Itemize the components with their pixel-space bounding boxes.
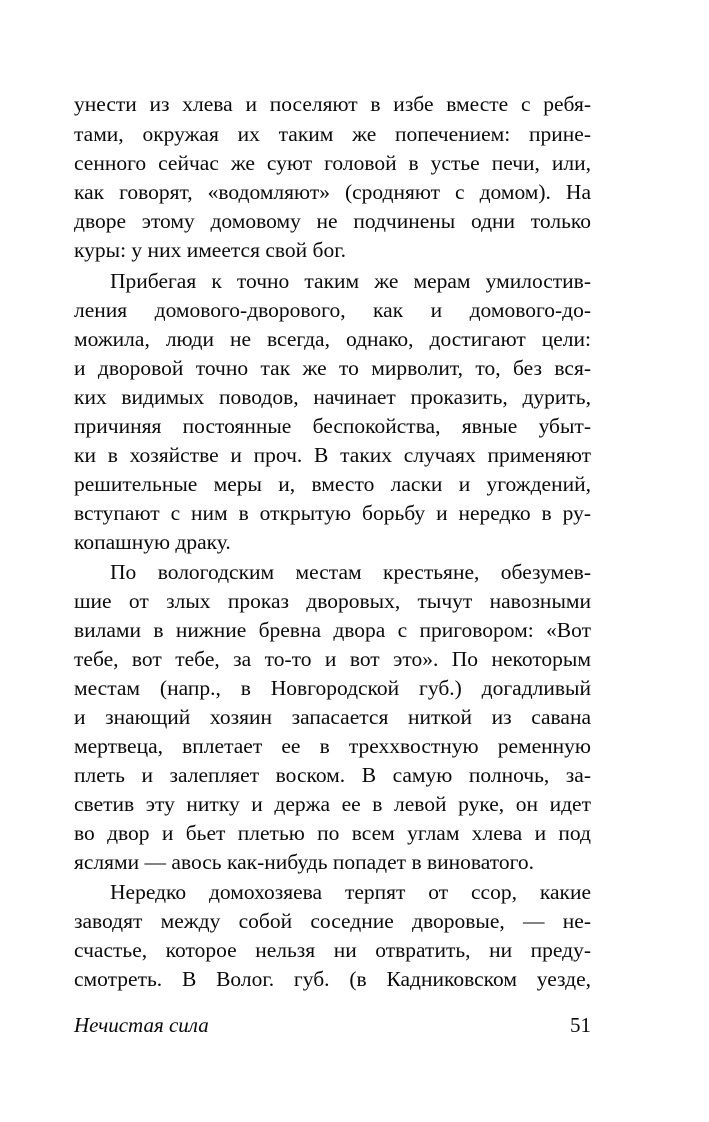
text-line: тебе, вот тебе, за то-то и вот это». По некоторым <box>74 647 591 671</box>
text-line: тами, окружая их таким же попечением: прине- <box>74 122 591 146</box>
page-number: 51 <box>570 1013 591 1037</box>
text-line: унести из хлева и поселяют в избе вместе с ребя- <box>74 92 591 116</box>
text-line: решительные меры и, вместо ласки и угождений, <box>74 472 591 496</box>
text-line: счастье, которое нельзя ни отвратить, ни преду- <box>74 938 591 962</box>
text-line: вступают с ним в открытую борьбу и нередко в ру- <box>74 501 591 525</box>
text-line: светив эту нитку и держа ее в левой руке, он идет <box>74 792 591 816</box>
text-line: можила, люди не всегда, однако, достигают цели: <box>74 327 591 351</box>
text-line: плеть и залепляет воском. В самую полночь, за- <box>74 763 591 787</box>
text-line: и дворовой точно так же то мирволит, то, без вся- <box>74 356 591 380</box>
text-line: куры: у них имеется свой бог. <box>74 238 346 262</box>
text-line: смотреть. В Волог. губ. (в Кадниковском уезде, <box>74 967 591 991</box>
text-line: как говорят, «водомляют» (сродняют с домом). На <box>74 180 591 204</box>
text-line: дворе этому домовому не подчинены одни только <box>74 209 591 233</box>
text-line: заводят между собой соседние дворовые, — не- <box>74 909 591 933</box>
paragraph-start-line: По вологодским местам крестьяне, обезумев- <box>110 560 591 584</box>
running-title: Нечистая сила <box>74 1013 209 1037</box>
text-line: ки в хозяйстве и проч. В таких случаях применяют <box>74 443 591 467</box>
text-line: яслями — авось как-нибудь попадет в виноватого. <box>74 850 535 874</box>
text-line: причиняя постоянные беспокойства, явные убыт- <box>74 414 591 438</box>
text-line: и знающий хозяин запасается ниткой из савана <box>74 705 591 729</box>
text-line: местам (напр., в Новгородской губ.) догадливый <box>74 676 591 700</box>
text-line: вилами в нижние бревна двора с приговором: «Вот <box>74 618 591 642</box>
text-line: сенного сейчас же суют головой в устье печи, или, <box>74 151 591 175</box>
paragraph-start-line: Прибегая к точно таким же мерам умилостив- <box>110 269 591 293</box>
text-line: ких видимых поводов, начинает проказить, дурить, <box>74 385 591 409</box>
text-line: мертвеца, вплетает ее в треххвостную ременную <box>74 734 591 758</box>
text-line: во двор и бьет плетью по всем углам хлева и под <box>74 821 591 845</box>
text-line: копашную драку. <box>74 530 231 554</box>
text-line: ления домового-дворового, как и домового-до- <box>74 298 591 322</box>
paragraph-start-line: Нередко домохозяева терпят от ссор, какие <box>110 880 591 904</box>
text-line: шие от злых проказ дворовых, тычут навозными <box>74 589 591 613</box>
